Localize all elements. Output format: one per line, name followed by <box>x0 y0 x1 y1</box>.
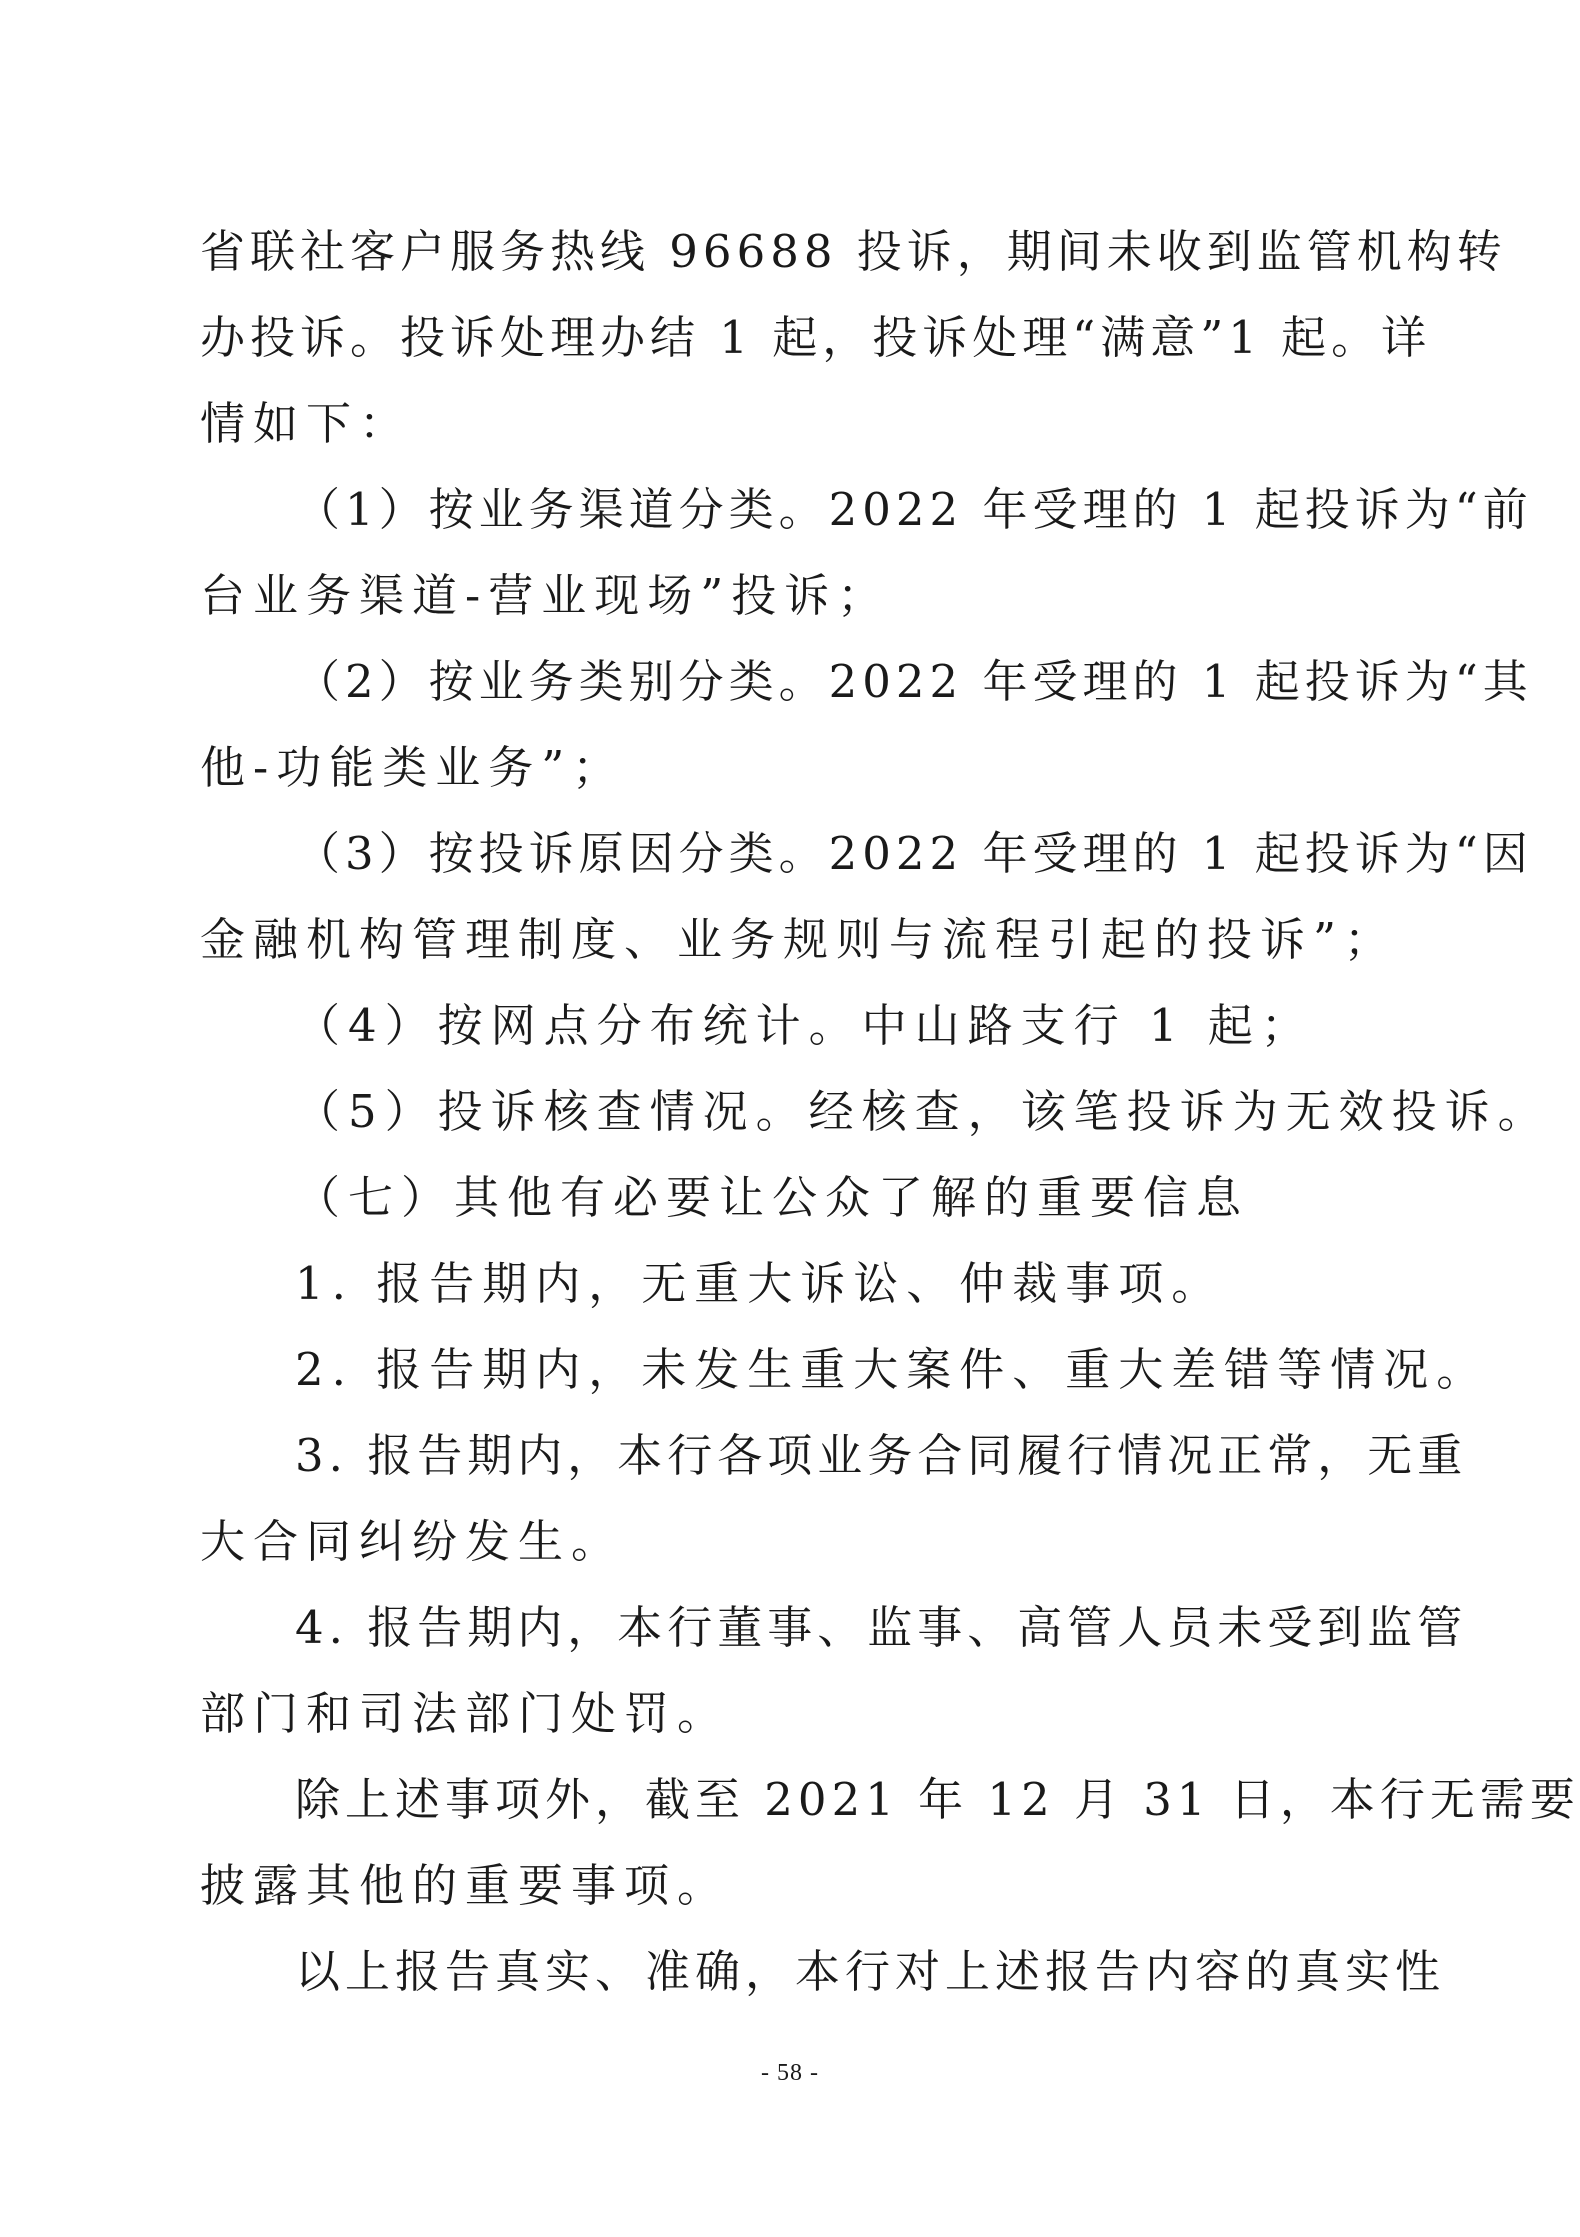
paragraph-line: （1）按业务渠道分类。2022 年受理的 1 起投诉为“前 <box>295 483 1533 536</box>
paragraph-line: 3. 报告期内，本行各项业务合同履行情况正常，无重 <box>295 1429 1468 1482</box>
paragraph-line: 省联社客户服务热线 96688 投诉，期间未收到监管机构转 <box>200 225 1507 278</box>
paragraph-line: 披露其他的重要事项。 <box>200 1859 731 1912</box>
paragraph-line: （3）按投诉原因分类。2022 年受理的 1 起投诉为“因 <box>295 827 1533 880</box>
paragraph-line: （2）按业务类别分类。2022 年受理的 1 起投诉为“其 <box>295 655 1533 708</box>
paragraph-line: 他-功能类业务”； <box>200 741 626 794</box>
paragraph-line: 除上述事项外，截至 2021 年 12 月 31 日，本行无需要 <box>295 1773 1580 1826</box>
paragraph-line: 大合同纠纷发生。 <box>200 1515 625 1568</box>
paragraph-line: 办投诉。投诉处理办结 1 起，投诉处理“满意”1 起。详 <box>200 311 1432 364</box>
paragraph-line: 台业务渠道-营业现场”投诉； <box>200 569 891 622</box>
page-number: - 58 - <box>761 2060 819 2086</box>
paragraph-line: 4. 报告期内，本行董事、监事、高管人员未受到监管 <box>295 1601 1468 1654</box>
paragraph-line: 部门和司法部门处罚。 <box>200 1687 731 1740</box>
paragraph-line: 情如下： <box>200 397 413 450</box>
paragraph-line: 以上报告真实、准确，本行对上述报告内容的真实性 <box>295 1945 1446 1998</box>
paragraph-line: （4）按网点分布统计。中山路支行 1 起； <box>295 999 1314 1052</box>
section-heading: （七）其他有必要让公众了解的重要信息 <box>295 1171 1250 1224</box>
paragraph-line: 1. 报告期内，无重大诉讼、仲裁事项。 <box>295 1257 1225 1310</box>
paragraph-line: （5）投诉核查情况。经核查，该笔投诉为无效投诉。 <box>295 1085 1551 1138</box>
paragraph-line: 2. 报告期内，未发生重大案件、重大差错等情况。 <box>295 1343 1490 1396</box>
paragraph-line: 金融机构管理制度、业务规则与流程引起的投诉”； <box>200 913 1398 966</box>
